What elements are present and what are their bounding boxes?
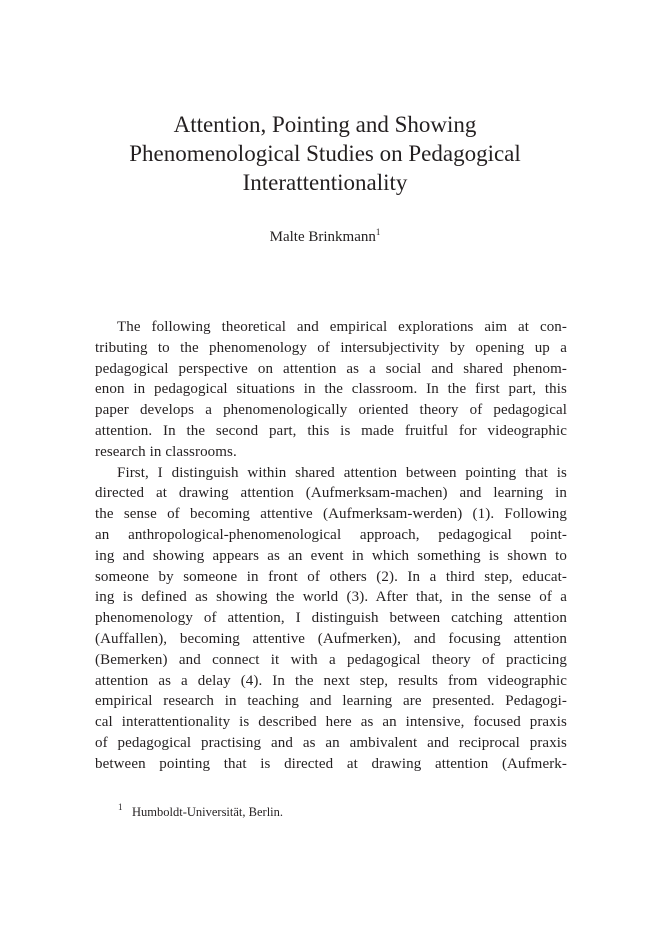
abstract-line: pedagogical perspective on attention as a social and shared phenom- (95, 360, 567, 377)
abstract-line: enon in pedagogical situations in the classroom. In the first part, this (95, 381, 567, 398)
abstract-line: (Auffallen), becoming attentive (Aufmerken), and focusing attention (95, 630, 567, 647)
abstract-line: an anthropological-phenomenological approach, pedagogical point- (95, 526, 567, 543)
footnote: $^1$ Humboldt-Universität, Berlin. (118, 802, 284, 819)
paper-title (0, 110, 650, 197)
abstract-line: phenomenology of attention, I distinguish between catching attention (95, 610, 567, 627)
title-line-3: Interattentionality (242, 170, 408, 195)
abstract-line: (Bemerken) and connect it with a pedagogical theory of practicing (95, 651, 567, 668)
abstract-line: research in classrooms. (95, 443, 237, 460)
abstract-line: the sense of becoming attentive (Aufmerksam-werden) (1). Following (95, 506, 567, 523)
abstract-line: someone by someone in front of others (2). In a third step, educat- (95, 568, 567, 585)
title-line-2: Phenomenological Studies on Pedagogical (129, 141, 521, 166)
abstract-line: of pedagogical practising and as an ambivalent and reciprocal praxis (95, 734, 567, 751)
abstract-line: between pointing that is directed at drawing attention (Aufmerk- (95, 755, 567, 772)
abstract-line: ing is defined as showing the world (3). After that, in the sense of a (95, 589, 567, 606)
abstract-line: ing and showing appears as an event in which something is shown to (95, 547, 567, 564)
footnote-text: Humboldt-Universität, Berlin. (132, 805, 284, 819)
abstract-line: The following theoretical and empirical explorations aim at con- (117, 319, 567, 335)
author-footnote-ref: 1 (375, 227, 381, 237)
abstract-text (95, 317, 567, 775)
abstract-line: attention. In the second part, this is made fruitful for videographic (95, 422, 567, 439)
abstract-line: paper develops a phenomenologically oriented theory of pedagogical (95, 402, 567, 419)
title-line-1: Attention, Pointing and Showing (173, 112, 477, 137)
abstract-line: cal interattentionality is described here as an intensive, focused praxis (95, 714, 567, 731)
abstract-line: empirical research in teaching and learning are presented. Pedagogi- (95, 693, 567, 710)
abstract-line: attention as a delay (4). In the next step, results from videographic (95, 672, 567, 689)
author-name: Malte Brinkmann (269, 229, 376, 245)
author-line (0, 228, 650, 246)
abstract-line: directed at drawing attention (Aufmerksam-machen) and learning in (95, 485, 567, 502)
abstract-line: First, I distinguish within shared attention between pointing that is (117, 464, 567, 481)
abstract-line: tributing to the phenomenology of intersubjectivity by opening up a (95, 339, 567, 356)
